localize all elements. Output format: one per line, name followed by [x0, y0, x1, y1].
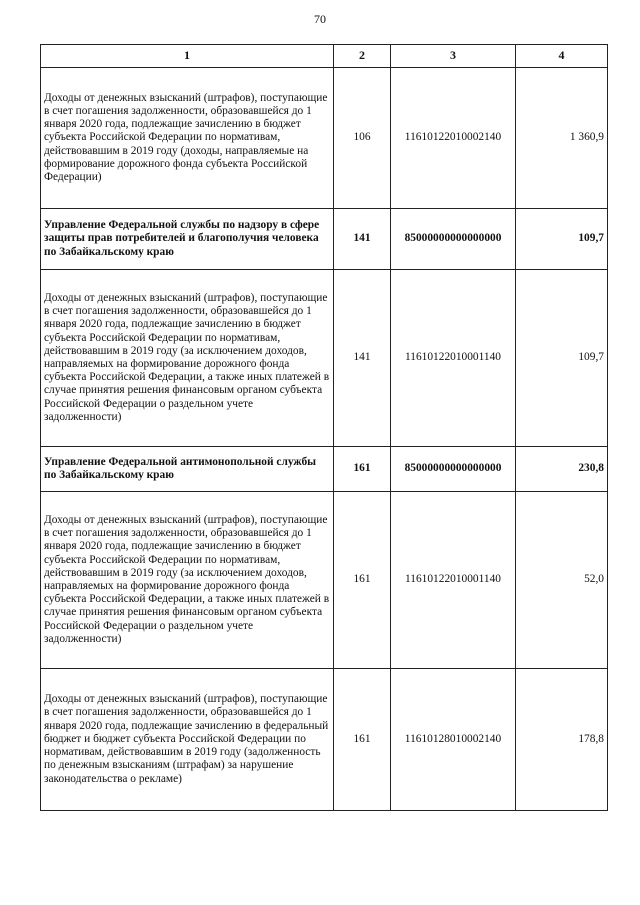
row-amount: 1 360,9: [516, 68, 608, 209]
table-row: [41, 68, 608, 209]
column-header-2: 2: [334, 45, 391, 68]
table-row: [41, 270, 608, 447]
row-description: Управление Федеральной антимонопольной службы по Забайкальскому краю: [41, 447, 334, 492]
row-amount: 109,7: [516, 270, 608, 447]
table-row: [41, 492, 608, 669]
row-revenue-code: 11610122010001140: [391, 270, 516, 447]
row-revenue-code: 11610122010002140: [391, 68, 516, 209]
row-amount: 52,0: [516, 492, 608, 669]
row-description: Управление Федеральной службы по надзору в сфере защиты прав потребителей и благополучия человека по Забайкальскому краю: [41, 209, 334, 270]
table-row: [41, 669, 608, 811]
table-row-agency: [41, 209, 608, 270]
row-amount: 109,7: [516, 209, 608, 270]
table-row-agency: [41, 447, 608, 492]
row-revenue-code: 11610128010002140: [391, 669, 516, 811]
row-amount: 230,8: [516, 447, 608, 492]
column-header-3: 3: [391, 45, 516, 68]
column-header-4: 4: [516, 45, 608, 68]
row-description: Доходы от денежных взысканий (штрафов), поступающие в счет погашения задолженности, образовавшейся до 1 января 2020 года, подлежащие зачислению в бюджет субъекта Российской Федерации по нормативам, действовавшим в 2019 году (за исключением доходов, направляемых на формирование дорожного фонда субъекта Российской Федерации, а также иных платежей в случае принятия решения финансовым органом субъекта Российской Федерации о раздельном учете задолженности): [41, 492, 334, 669]
row-description: Доходы от денежных взысканий (штрафов), поступающие в счет погашения задолженности, образовавшейся до 1 января 2020 года, подлежащие зачислению в бюджет субъекта Российской Федерации по нормативам, действовавшим в 2019 году (за исключением доходов, направляемых на формирование дорожного фонда субъекта Российской Федерации, а также иных платежей в случае принятия решения финансовым органом субъекта Российской Федерации о раздельном учете задолженности): [41, 270, 334, 447]
row-admin-code: 161: [334, 669, 391, 811]
row-admin-code: 106: [334, 68, 391, 209]
row-amount: 178,8: [516, 669, 608, 811]
row-admin-code: 161: [334, 492, 391, 669]
row-admin-code: 141: [334, 270, 391, 447]
revenue-table: [40, 44, 608, 811]
row-admin-code: 161: [334, 447, 391, 492]
row-description: Доходы от денежных взысканий (штрафов), поступающие в счет погашения задолженности, образовавшейся до 1 января 2020 года, подлежащие зачислению в федеральный бюджет и бюджет субъекта Российской Федерации по нормативам, действовавшим в 2019 году (задолженность по денежным взысканиям (штрафам) за нарушение законодательства о рекламе): [41, 669, 334, 811]
column-header-1: 1: [41, 45, 334, 68]
row-admin-code: 141: [334, 209, 391, 270]
table-header-row: [41, 45, 608, 68]
row-revenue-code: 11610122010001140: [391, 492, 516, 669]
row-revenue-code: 85000000000000000: [391, 209, 516, 270]
row-description: Доходы от денежных взысканий (штрафов), поступающие в счет погашения задолженности, образовавшейся до 1 января 2020 года, подлежащие зачислению в бюджет субъекта Российской Федерации по нормативам, действовавшим в 2019 году (доходы, направляемые на формирование дорожного фонда субъекта Российской Федерации): [41, 68, 334, 209]
page-number: 70: [314, 12, 326, 26]
row-revenue-code: 85000000000000000: [391, 447, 516, 492]
